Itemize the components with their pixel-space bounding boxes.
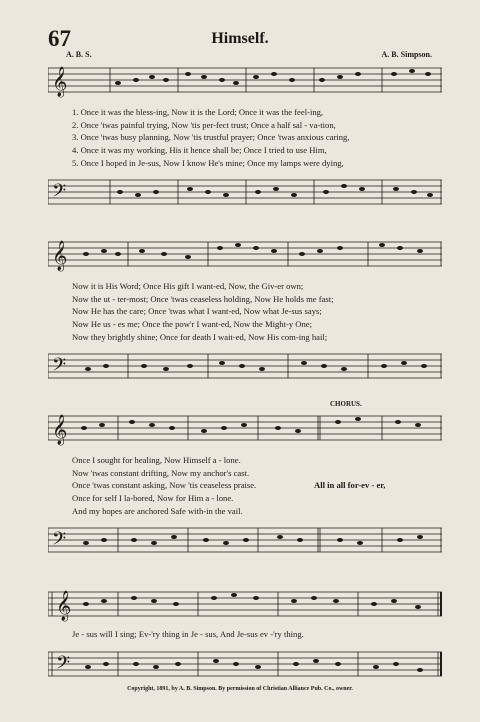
bass-staff-svg [48,172,442,212]
chorus-start-lyric: All in all for-ev - er, [314,480,386,490]
hymn-title: Himself. [211,30,269,47]
bass-staff-svg [48,346,442,386]
svg-text:𝄞: 𝄞 [56,591,72,620]
verse-line: 1. Once it was the bless-ing, Now it is the Lord; Once it was the feel-ing, [72,107,324,117]
svg-text:𝄞: 𝄞 [52,67,68,96]
verse-line: Once 'twas constant asking, Now 'tis ceaseless praise. [72,480,257,491]
verse-line: Now it is His Word; Once His gift I want-ed, Now, the Giv-er own; [72,281,304,291]
verse-line: Now 'twas constant drifting, Now my anchor's cast. [72,467,250,478]
refrain-line [72,628,304,641]
verse-line: Now they brightly shine; Once for death I wait-ed, Now His com-ing hail; [72,331,328,342]
treble-staff [48,60,442,100]
treble-staff [48,584,442,624]
treble-staff [48,408,442,448]
svg-text:𝄢: 𝄢 [52,354,67,379]
verse-line: And my hopes are anchored Safe with-in the vail. [72,505,243,516]
verse-line: Je - sus will I sing; Ev-'ry thing in Je - sus, And Je-sus ev -'ry thing. [72,629,304,639]
verse-lines-2 [72,280,334,344]
verse-lines-1 [72,106,349,170]
bass-staff-svg [48,520,442,560]
verse-line: 2. Once 'twas painful trying, Now 'tis per-fect trust; Once a half sal - va-tion, [72,119,336,130]
chorus-label: CHORUS. [330,400,362,408]
treble-staff-svg [48,234,442,274]
hymn-number: 67 [48,26,71,51]
verse-line: Now He us - es me; Once the pow'r I want-ed, Now the Might-y One; [72,319,312,330]
svg-text:𝄞: 𝄞 [52,241,68,270]
svg-text:𝄢: 𝄢 [52,180,67,205]
svg-text:𝄢: 𝄢 [56,652,71,677]
bass-staff [48,346,442,386]
bass-staff [48,644,442,684]
bass-staff [48,520,442,560]
treble-staff-svg [48,408,442,448]
verse-line: Now the ut - ter-most; Once 'twas ceaseless holding, Now He holds me fast; [72,293,334,304]
bass-staff-svg [48,644,442,684]
treble-staff [48,234,442,274]
verse-line: Once I sought for healing, Now Himself a - lone. [72,455,241,465]
verse-line: Once for self I la-bored, Now for Him a - lone. [72,493,234,504]
verse-line: 5. Once I hoped in Je-sus, Now I know He's mine; Once my lamps were dying, [72,157,344,168]
treble-staff-svg [48,584,442,624]
verse-line: 4. Once it was my working, His it hence shall be; Once I tried to use Him, [72,145,327,156]
svg-text:𝄢: 𝄢 [52,528,67,553]
verse-line: Now He has the care; Once 'twas what I want-ed, Now what Je-sus says; [72,306,322,317]
lyricist-credit: A. B. S. [66,50,92,59]
composer-credit: A. B. Simpson. [381,50,432,59]
bass-staff [48,172,442,212]
verse-lines-3 [72,454,256,518]
copyright-footer: Copyright, 1891, by A. B. Simpson. By permission of Christian Alliance Pub. Co., owner. [127,686,353,692]
svg-text:𝄞: 𝄞 [52,415,68,444]
verse-line: 3. Once 'twas busy planning, Now 'tis trustful prayer; Once 'twas anxious caring, [72,132,350,143]
treble-staff-svg [48,60,442,100]
